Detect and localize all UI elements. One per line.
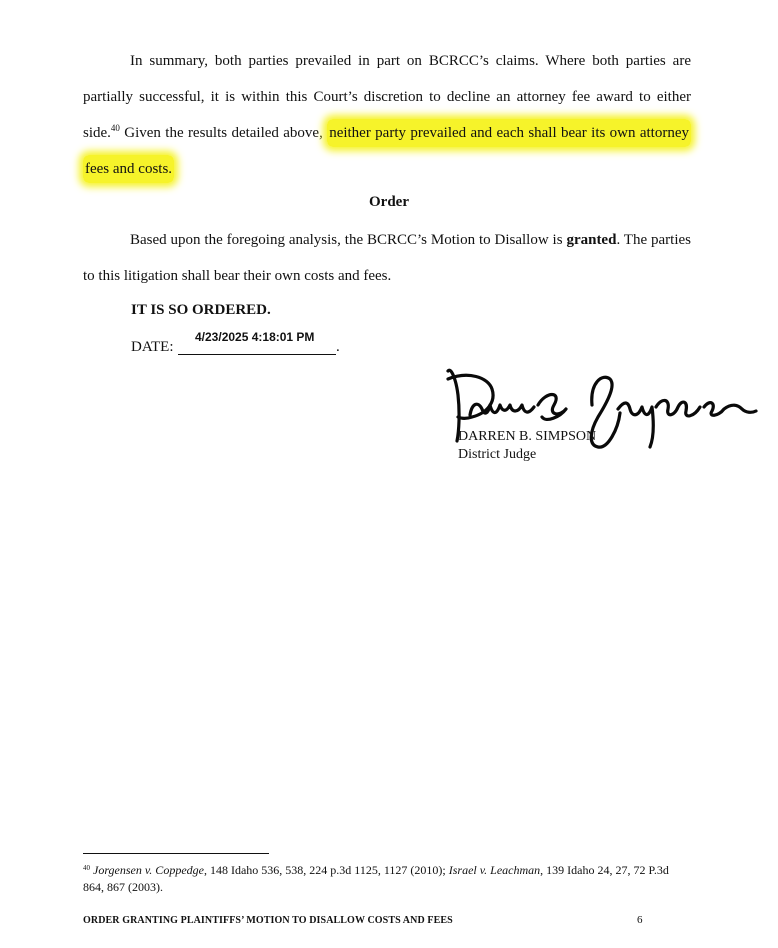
judge-title: District Judge	[458, 447, 537, 462]
footnote-cite-1: , 148 Idaho 536, 538, 224 p.3d 1125, 1127 (2010);	[203, 863, 449, 877]
footnote	[83, 862, 691, 896]
footnote-case-1: Jorgensen v. Coppedge	[93, 863, 204, 877]
footnote-case-2: Israel v. Leachman	[448, 863, 541, 877]
footnote-cite-2: , 139 Idaho 24, 27, 72 P.3d 864, 867 (2003).	[83, 863, 669, 894]
order-heading: Order	[369, 194, 409, 210]
so-ordered: IT IS SO ORDERED.	[131, 302, 271, 318]
footnote-divider	[83, 853, 269, 854]
judge-name: DARREN B. SIMPSON	[458, 429, 597, 444]
summary-text: In summary, both parties prevailed in part on BCRCC’s claims. Where both parties are partially successful, it is within this Court’s discretion to decline an attorney fee award to either side.	[83, 53, 691, 141]
date-stamp: 4/23/2025 4:18:01 PM	[195, 330, 315, 344]
footnote-number: 40	[83, 864, 90, 872]
order-text-2: . The parties to this litigation shall bear their own costs and fees.	[83, 232, 691, 284]
granted-text: granted	[566, 232, 617, 248]
order-paragraph	[83, 222, 691, 294]
summary-text-2: Given the results detailed above,	[119, 125, 328, 141]
footer-title: ORDER GRANTING PLAINTIFFS’ MOTION TO DISALLOW COSTS AND FEES	[83, 915, 453, 926]
date-line	[178, 354, 336, 355]
highlighted-text: neither party prevailed and each shall bear its own attorney fees and costs.	[83, 119, 691, 183]
footnote-ref: 40	[110, 123, 120, 133]
date-period: .	[336, 339, 340, 355]
summary-paragraph	[83, 43, 691, 187]
date-label: DATE:	[131, 339, 174, 355]
page-number: 6	[637, 914, 643, 926]
order-text: Based upon the foregoing analysis, the BCRCC’s Motion to Disallow is	[130, 232, 567, 248]
